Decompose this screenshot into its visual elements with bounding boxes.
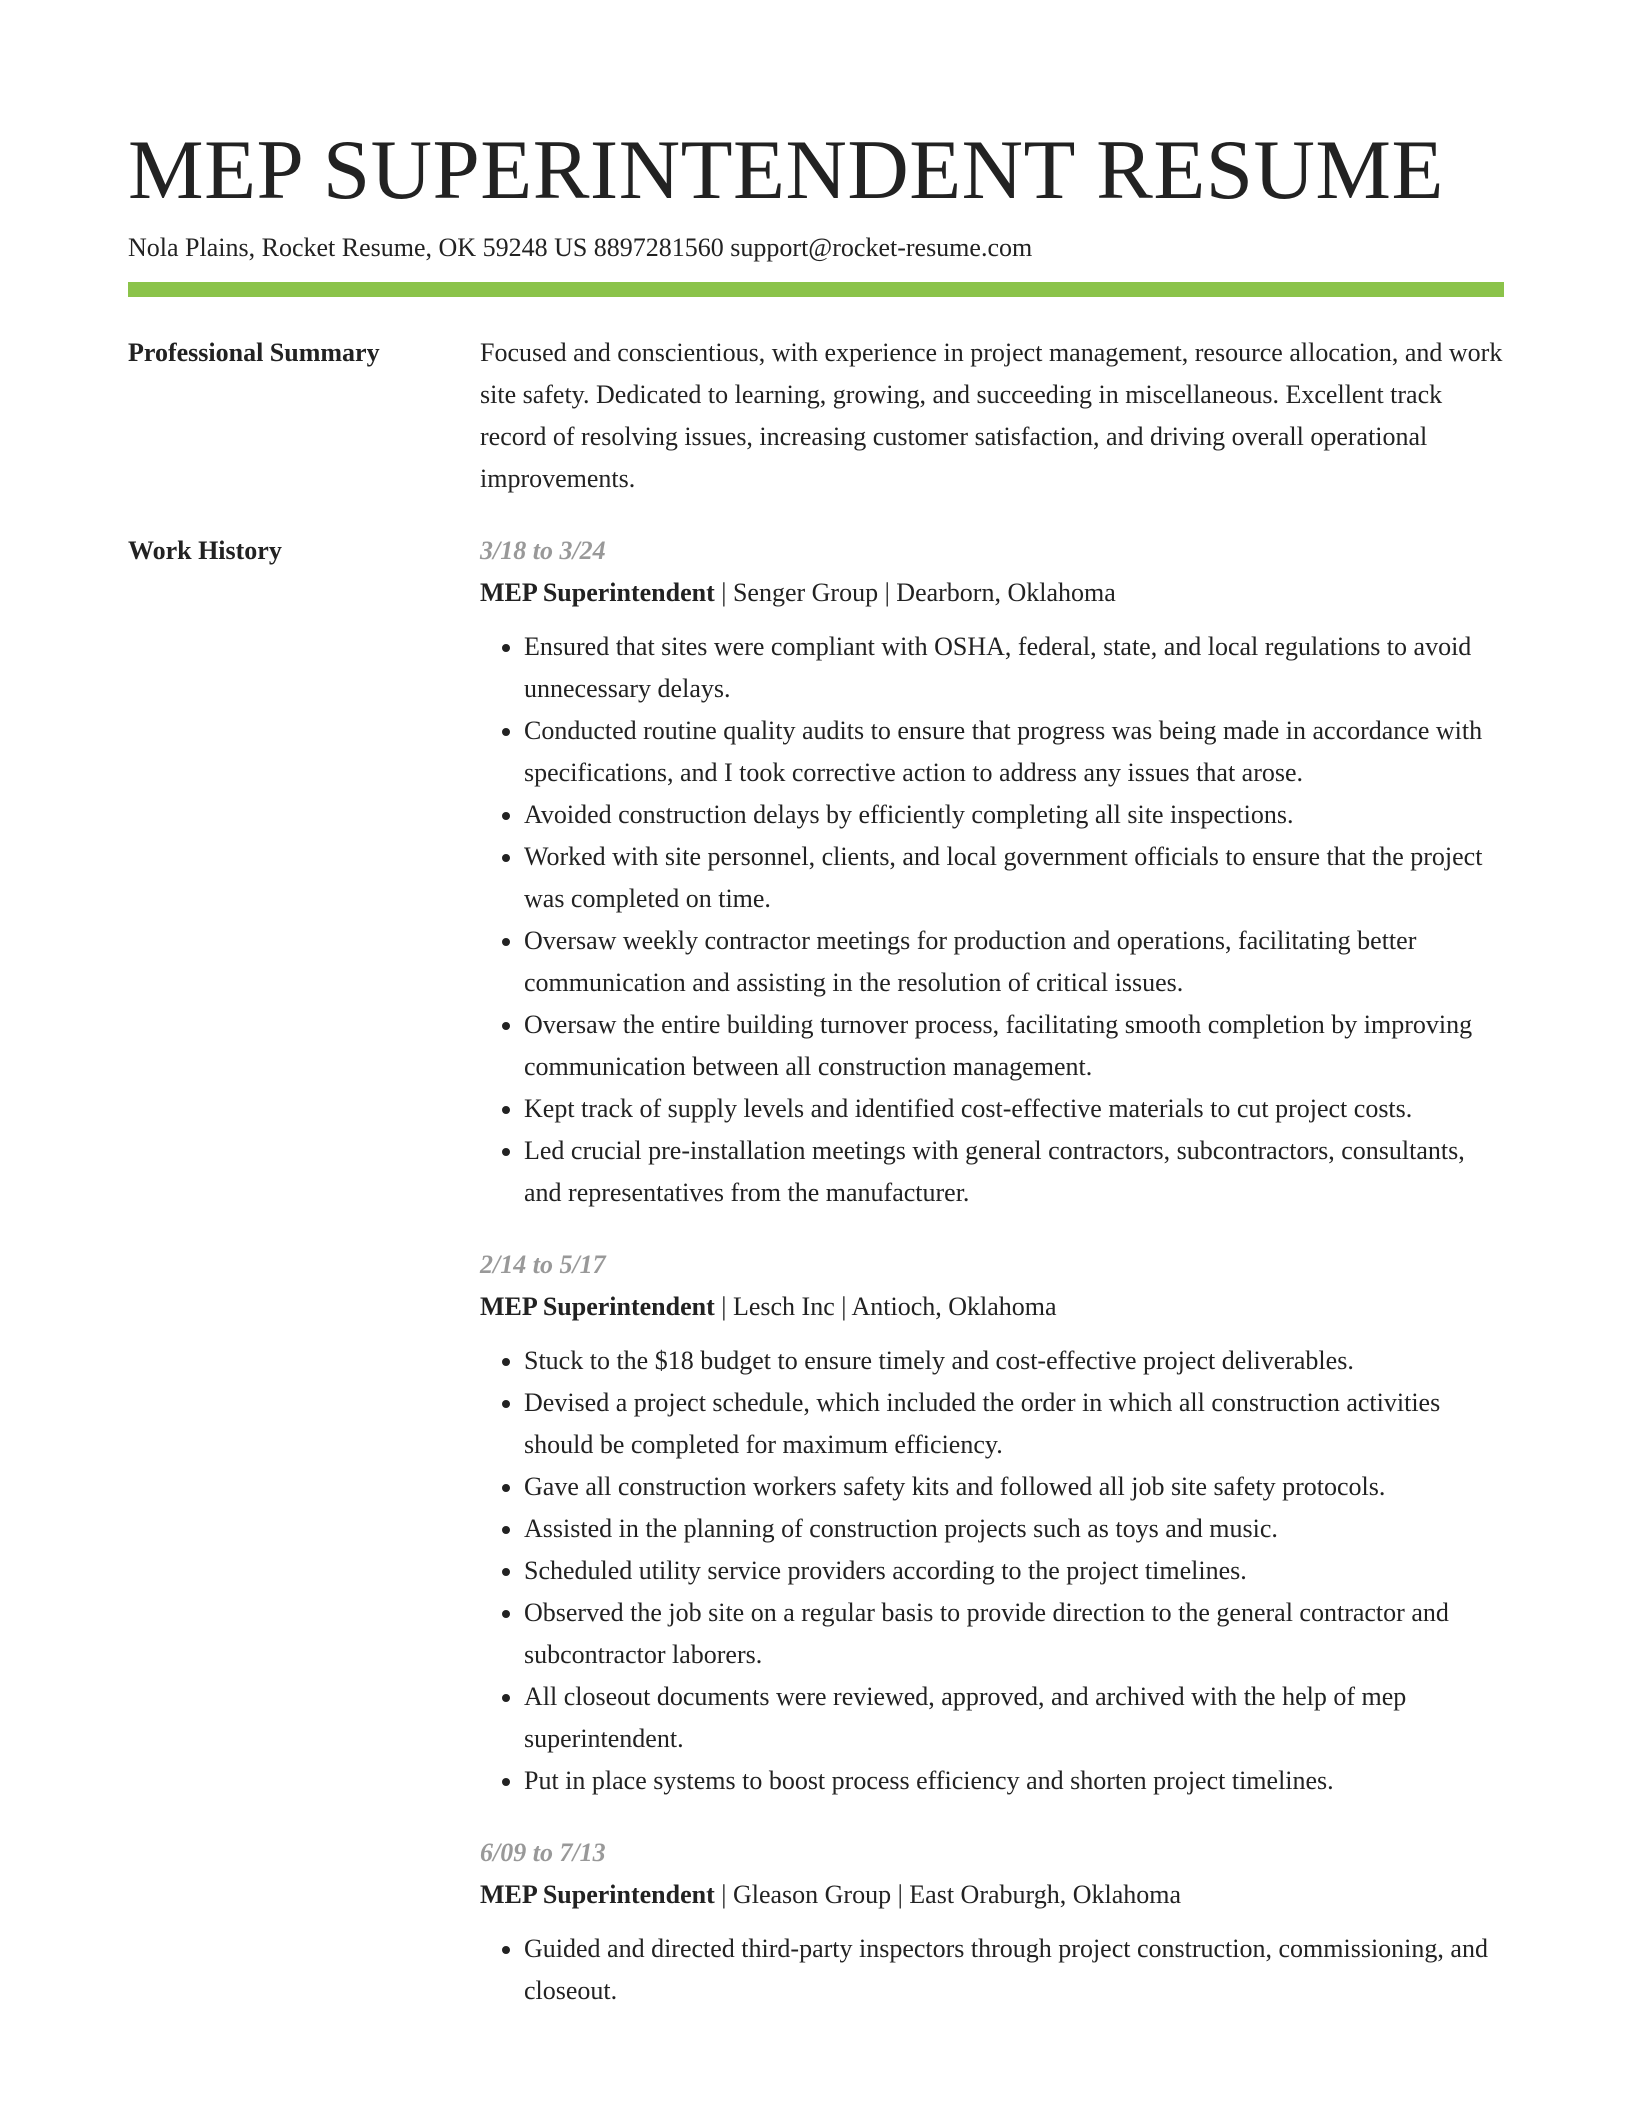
contact-info: Nola Plains, Rocket Resume, OK 59248 US 8897281560 support@rocket-resume.com (128, 233, 1033, 262)
job-duty-item: • Worked with site personnel, clients, and local government officials to ensure that the project was completed on time. (524, 836, 1504, 920)
job-duty-item: • Scheduled utility service providers according to the project timelines. (524, 1550, 1504, 1592)
job-duties-list (480, 626, 1504, 1214)
job-title: MEP Superintendent (480, 578, 715, 607)
job-dates: 6/09 to 7/13 (480, 1838, 606, 1867)
work-history-section (128, 530, 1504, 2042)
summary-text: Focused and conscientious, with experience in project management, resource allocation, and work site safety. Dedicated to learning, growing, and succeeding in miscellaneous. Excellent track record of resolving issues, increasing customer satisfaction, and driving overall operational improvements. (480, 338, 1503, 493)
job-company-location: | Lesch Inc | Antioch, Oklahoma (714, 1292, 1057, 1321)
job-duties-list (480, 1928, 1504, 2012)
job-duty-item: • Avoided construction delays by efficiently completing all site inspections. (524, 794, 1504, 836)
resume-page (128, 0, 1504, 2042)
job-entry (480, 530, 1504, 1214)
header-divider (128, 282, 1504, 297)
job-duty-item: • Conducted routine quality audits to ensure that progress was being made in accordance with specifications, and I took corrective action to address any issues that arose. (524, 710, 1504, 794)
job-duty-item: • Oversaw weekly contractor meetings for production and operations, facilitating better communication and assisting in the resolution of critical issues. (524, 920, 1504, 1004)
job-entry (480, 1244, 1504, 1802)
job-duty-item: • Led crucial pre-installation meetings with general contractors, subcontractors, consultants, and representatives from the manufacturer. (524, 1130, 1504, 1214)
resume-title: MEP SUPERINTENDENT RESUME (128, 123, 1444, 217)
job-company-location: | Gleason Group | East Oraburgh, Oklahoma (714, 1880, 1182, 1909)
job-duty-item: • All closeout documents were reviewed, approved, and archived with the help of mep superintendent. (524, 1676, 1504, 1760)
job-duty-item: • Stuck to the $18 budget to ensure timely and cost-effective project deliverables. (524, 1340, 1504, 1382)
job-duty-item: • Put in place systems to boost process efficiency and shorten project timelines. (524, 1760, 1504, 1802)
job-heading (480, 1874, 1504, 1916)
job-title: MEP Superintendent (480, 1292, 715, 1321)
job-duty-item: • Oversaw the entire building turnover process, facilitating smooth completion by improving communication between all construction management. (524, 1004, 1504, 1088)
job-duty-item: • Observed the job site on a regular basis to provide direction to the general contractor and subcontractor laborers. (524, 1592, 1504, 1676)
job-heading (480, 572, 1504, 614)
job-duty-item: • Gave all construction workers safety kits and followed all job site safety protocols. (524, 1466, 1504, 1508)
job-dates: 2/14 to 5/17 (480, 1250, 606, 1279)
job-duty-item: • Assisted in the planning of construction projects such as toys and music. (524, 1508, 1504, 1550)
job-duties-list (480, 1340, 1504, 1802)
professional-summary-section (128, 332, 1504, 500)
job-duty-item: • Kept track of supply levels and identified cost-effective materials to cut project costs. (524, 1088, 1504, 1130)
job-entry (480, 1832, 1504, 2012)
job-duty-item: • Guided and directed third-party inspectors through project construction, commissioning, and closeout. (524, 1928, 1504, 2012)
work-history-list (480, 530, 1504, 2042)
job-heading (480, 1286, 1504, 1328)
section-label-summary: Professional Summary (128, 338, 380, 367)
job-company-location: | Senger Group | Dearborn, Oklahoma (714, 578, 1116, 607)
job-duty-item: • Devised a project schedule, which included the order in which all construction activities should be completed for maximum efficiency. (524, 1382, 1504, 1466)
section-label-work-history: Work History (128, 536, 282, 565)
job-dates: 3/18 to 3/24 (480, 536, 606, 565)
job-duty-item: • Ensured that sites were compliant with OSHA, federal, state, and local regulations to avoid unnecessary delays. (524, 626, 1504, 710)
job-title: MEP Superintendent (480, 1880, 715, 1909)
